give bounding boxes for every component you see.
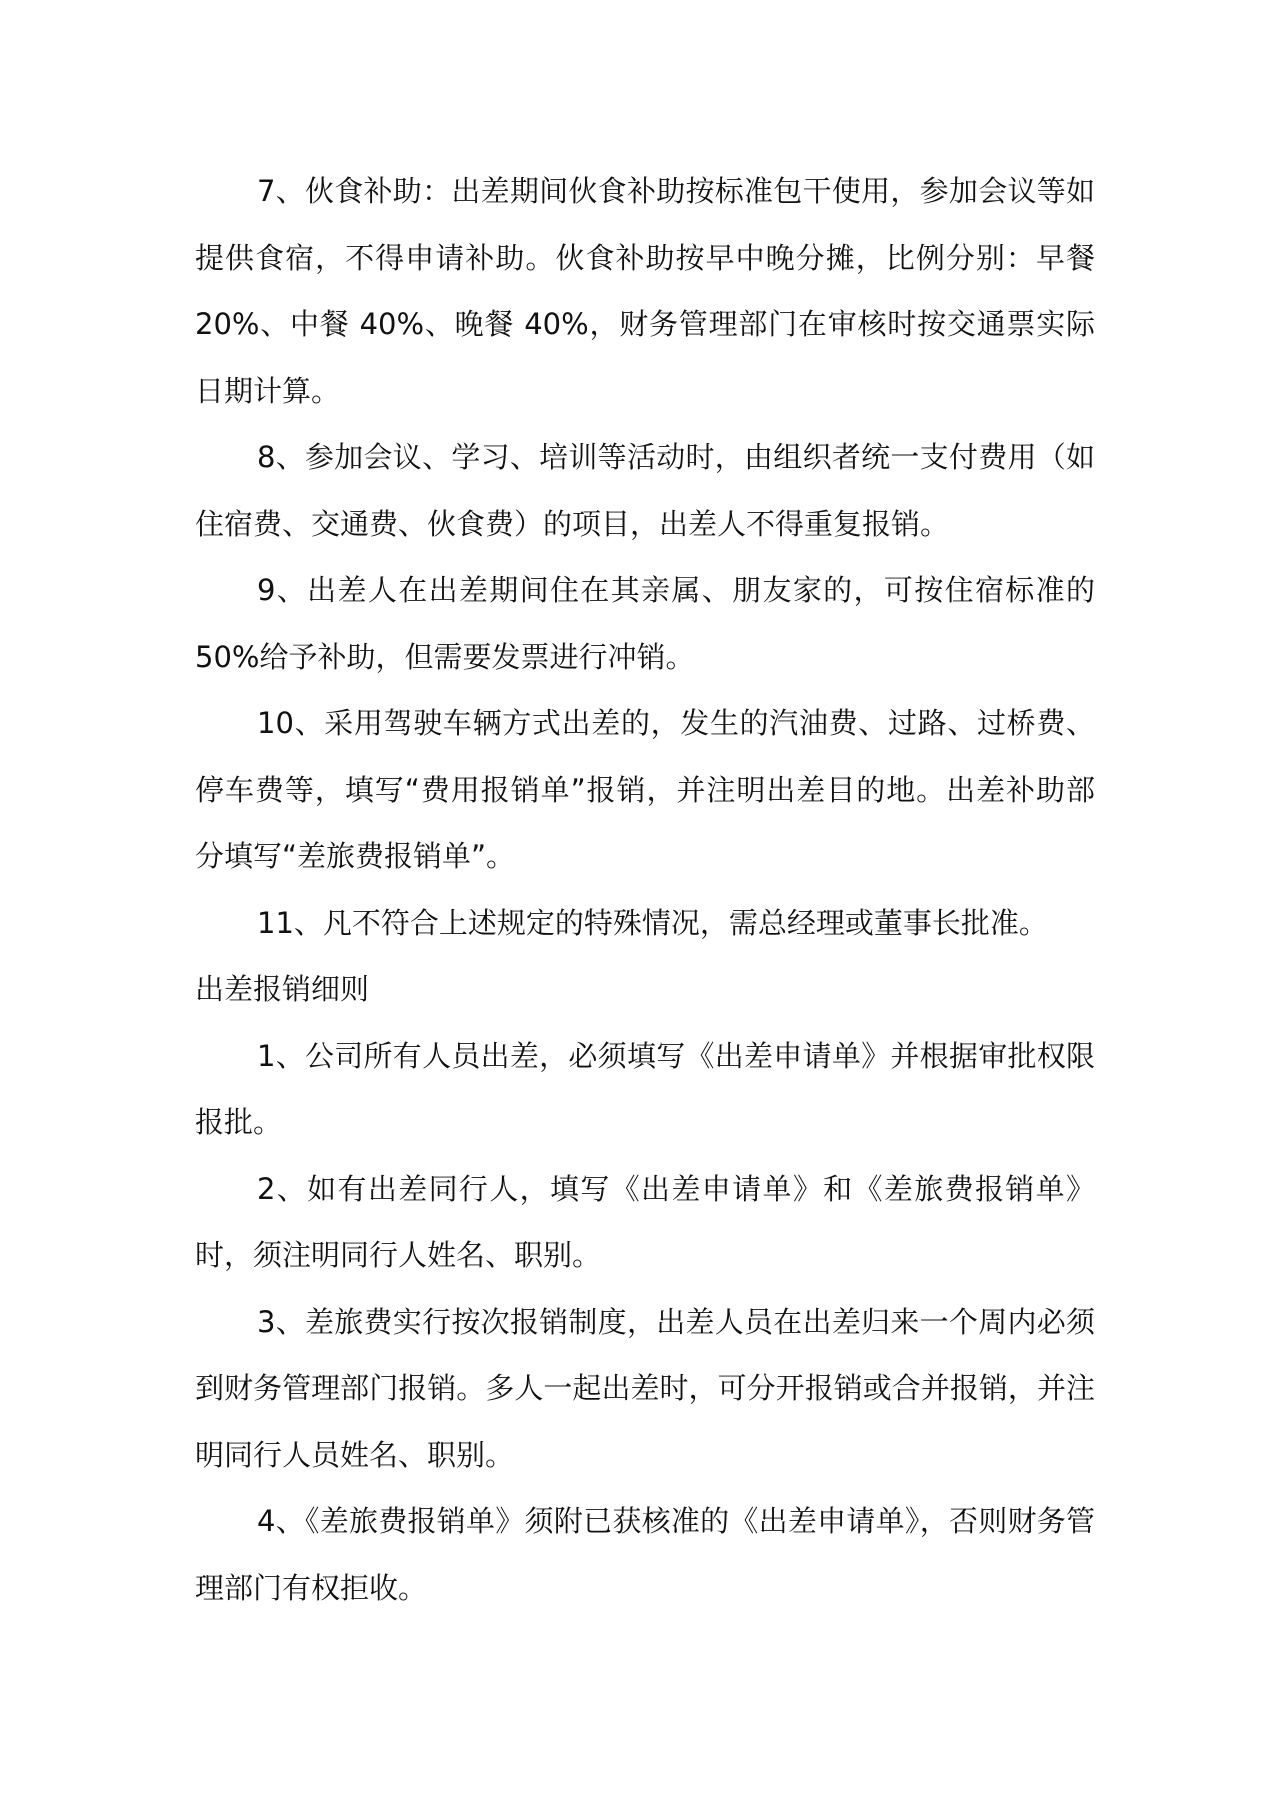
paragraph-conference-expenses: 8、参加会议、学习、培训等活动时，由组织者统一支付费用（如住宿费、交通费、伙食费）的项目，出差人不得重复报销。 [195,440,1095,541]
rule-attachment-required: 4、《差旅费报销单》须附已获核准的《出差申请单》，否则财务管理部门有权拒收。 [195,1504,1095,1605]
rule-companions: 2、如有出差同行人，填写《出差申请单》和《差旅费报销单》时，须注明同行人姓名、职别。 [195,1171,1095,1272]
document-body [195,158,1095,1621]
section-title: 出差报销细则 [195,972,370,1006]
paragraph-special-approval: 11、凡不符合上述规定的特殊情况，需总经理或董事长批准。 [257,905,1048,940]
rule-application-form: 1、公司所有人员出差，必须填写《出差申请单》并根据审批权限报批。 [195,1038,1095,1139]
rule-reimbursement-timing: 3、差旅费实行按次报销制度，出差人员在出差归来一个周内必须到财务管理部门报销。多人一起出差时，可分开报销或合并报销，并注明同行人员姓名、职别。 [195,1304,1095,1472]
paragraph-vehicle-travel: 10、采用驾驶车辆方式出差的，发生的汽油费、过路、过桥费、停车费等，填写“费用报销单”报销，并注明出差目的地。出差补助部分填写“差旅费报销单”。 [195,706,1095,873]
paragraph-relatives-lodging: 9、出差人在出差期间住在其亲属、朋友家的，可按住宿标准的50%给予补助，但需要发票进行冲销。 [195,573,1095,674]
paragraph-meal-allowance: 7、伙食补助：出差期间伙食补助按标准包干使用，参加会议等如提供食宿，不得申请补助。伙食补助按早中晚分摊，比例分别：早餐 20%、中餐 40%、晚餐 40%，财务管理部门在审核时按交通票实际日期计算。 [195,174,1095,408]
